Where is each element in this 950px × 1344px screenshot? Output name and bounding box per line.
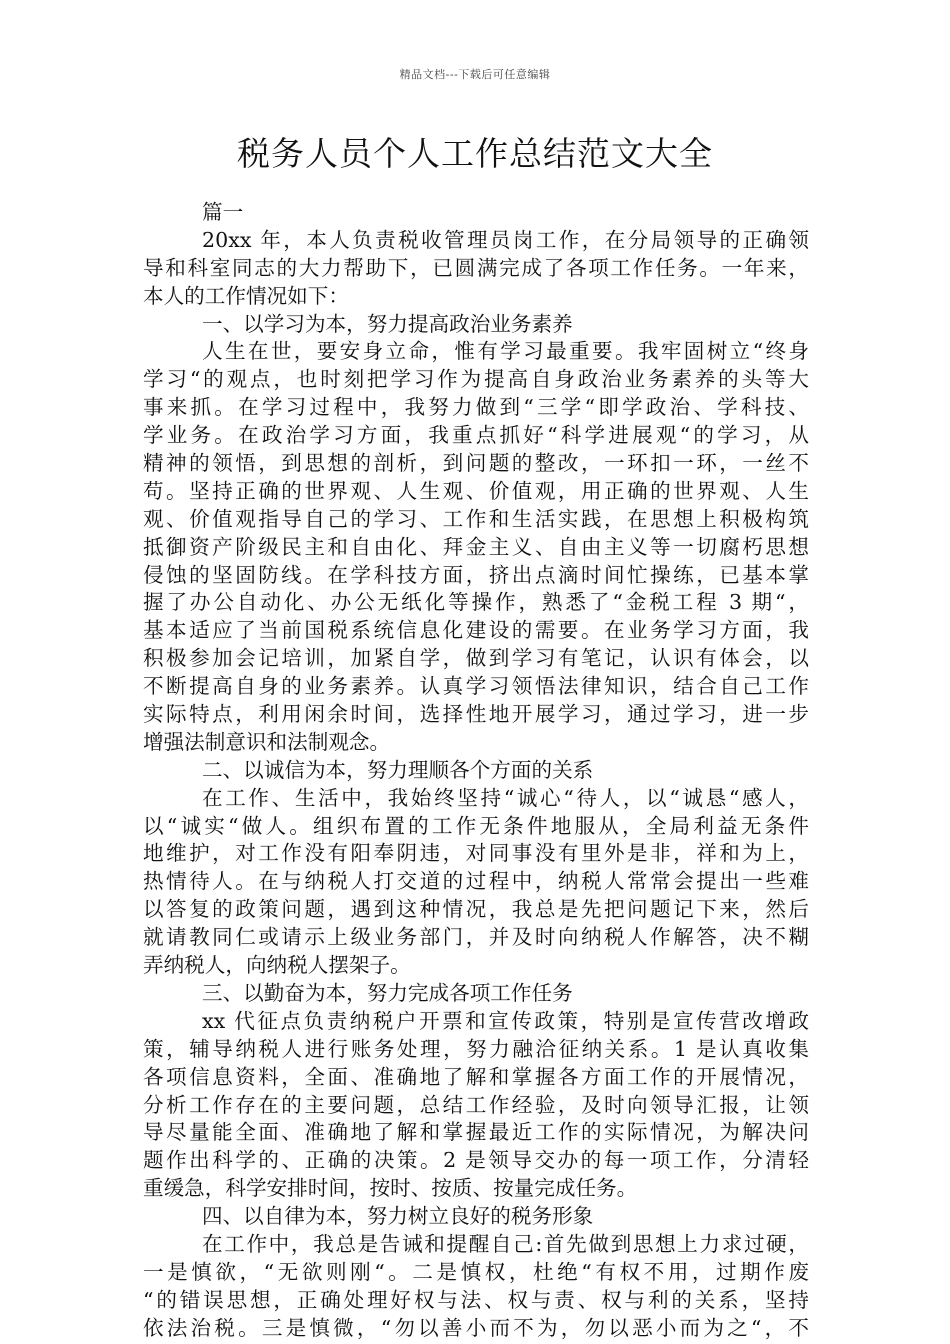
section-heading: 四、以自律为本，努力树立良好的税务形象 (202, 1204, 594, 1229)
paragraph-line: 热情待人。在与纳税人打交道的过程中，纳税人常常会提出一些难 (143, 869, 809, 894)
paragraph-line: 观、价值观指导自己的学习、工作和生活实践，在思想上积极构筑 (143, 506, 809, 531)
paragraph-line: 导和科室同志的大力帮助下，已圆满完成了各项工作任务。一年来， (143, 255, 809, 280)
paragraph-line: 20xx 年，本人负责税收管理员岗工作，在分局领导的正确领 (202, 227, 809, 252)
paragraph-line: 实际特点，利用闲余时间，选择性地开展学习，通过学习，进一步 (143, 702, 809, 727)
paragraph-line: 导尽量能全面、准确地了解和掌握最近工作的实际情况，为解决问 (143, 1120, 809, 1145)
paragraph-line: 学业务。在政治学习方面，我重点抓好“科学进展观“的学习，从 (143, 423, 809, 448)
paragraph-line: 各项信息资料，全面、准确地了解和掌握各方面工作的开展情况， (143, 1064, 809, 1089)
paragraph-line: 人生在世，要安身立命，惟有学习最重要。我牢固树立“终身 (202, 339, 809, 364)
paragraph-line: 侵蚀的坚固防线。在学科技方面，挤出点滴时间忙操练，已基本掌 (143, 562, 809, 587)
section-heading: 一、以学习为本，努力提高政治业务素养 (202, 311, 573, 336)
paragraph-line: 精神的领悟，到思想的剖析，到问题的整改，一环扣一环，一丝不 (143, 451, 809, 476)
paragraph-line: 抵御资产阶级民主和自由化、拜金主义、自由主义等一切腐朽思想 (143, 534, 809, 559)
paragraph-line: 苟。坚持正确的世界观、人生观、价值观，用正确的世界观、人生 (143, 478, 809, 503)
section-heading: 二、以诚信为本，努力理顺各个方面的关系 (202, 757, 594, 782)
paragraph-line: 不断提高自身的业务素养。认真学习领悟法律知识，结合自己工作 (143, 674, 809, 699)
paragraph-line: 在工作中，我总是告诫和提醒自己:首先做到思想上力求过硬， (202, 1231, 809, 1256)
paragraph-line: 在工作、生活中，我始终坚持“诚心“待人，以“诚恳“感人， (202, 785, 809, 810)
paragraph-line: 学习“的观点，也时刻把学习作为提高自身政治业务素养的头等大 (143, 367, 809, 392)
paragraph-line: 本人的工作情况如下： (143, 283, 349, 308)
paragraph-line: 重缓急，科学安排时间，按时、按质、按量完成任务。 (143, 1176, 638, 1201)
paragraph-line: 策，辅导纳税人进行账务处理，努力融洽征纳关系。1 是认真收集 (143, 1036, 809, 1061)
paragraph-line: 以“诚实“做人。组织布置的工作无条件地服从，全局利益无条件 (143, 813, 809, 838)
paragraph-line: 事来抓。在学习过程中，我努力做到“三学“即学政治、学科技、 (143, 395, 809, 420)
paragraph-line: 分析工作存在的主要问题，总结工作经验，及时向领导汇报，让领 (143, 1092, 809, 1117)
paragraph-line: “的错误思想，正确处理好权与法、权与责、权与利的关系，坚持 (143, 1287, 809, 1312)
paragraph-line: 以答复的政策问题，遇到这种情况，我总是先把问题记下来，然后 (143, 897, 809, 922)
document-title: 税务人员个人工作总结范文大全 (237, 134, 713, 173)
paragraph-line: 就请教同仁或请示上级业务部门，并及时向纳税人作解答，决不糊 (143, 925, 809, 950)
paragraph-line: 握了办公自动化、办公无纸化等操作，熟悉了“金税工程 3 期“， (143, 590, 809, 615)
paragraph-line: 一是慎欲，“无欲则刚“。二是慎权，杜绝“有权不用，过期作废 (143, 1259, 809, 1284)
section-label: 篇一 (202, 200, 244, 224)
paragraph-line: 题作出科学的、正确的决策。2 是领导交办的每一项工作，分清轻 (143, 1148, 809, 1173)
paragraph-line: 弄纳税人，向纳税人摆架子。 (143, 953, 411, 978)
paragraph-line: xx 代征点负责纳税户开票和宣传政策，特别是宣传营改增政 (202, 1008, 809, 1033)
paragraph-line: 积极参加会记培训，加紧自学，做到学习有笔记，认识有体会，以 (143, 646, 809, 671)
paragraph-line: 依法治税。三是慎微，“勿以善小而不为，勿以恶小而为之“，不 (143, 1315, 809, 1340)
document-body (143, 199, 809, 1343)
paragraph-line: 地维护，对工作没有阳奉阴违，对同事没有里外是非，祥和为上， (143, 841, 809, 866)
section-heading: 三、以勤奋为本，努力完成各项工作任务 (202, 980, 573, 1005)
paragraph-line: 基本适应了当前国税系统信息化建设的需要。在业务学习方面，我 (143, 618, 809, 643)
header-note: 精品文档---下载后可任意编辑 (399, 68, 551, 81)
paragraph-line: 增强法制意识和法制观念。 (143, 729, 391, 754)
